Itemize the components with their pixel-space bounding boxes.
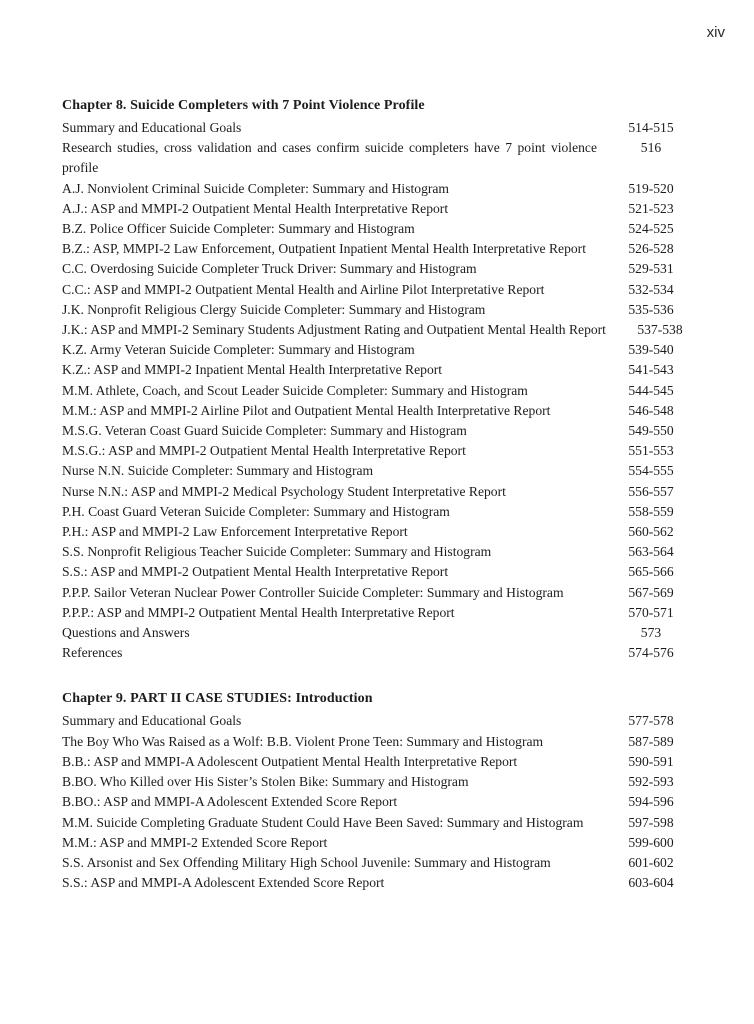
- toc-entry-row: [62, 752, 695, 772]
- toc-entry-row: [62, 853, 695, 873]
- entry-page-range: 565-566: [628, 564, 674, 580]
- entry-page-range: 535-536: [628, 301, 674, 317]
- chapter-heading: Chapter 9. PART II CASE STUDIES: Introduction: [62, 691, 373, 707]
- entry-page-range: 560-562: [628, 524, 674, 540]
- entry-page-range: 601-602: [628, 854, 674, 870]
- entry-page-range: 546-548: [628, 402, 674, 418]
- entry-page-range: 563-564: [628, 544, 674, 560]
- entry-title: S.S. Nonprofit Religious Teacher Suicide Completer: Summary and Histogram: [62, 544, 492, 560]
- toc-entry-row: [62, 239, 695, 259]
- entry-page-range: 554-555: [628, 463, 674, 479]
- entry-title: B.Z. Police Officer Suicide Completer: Summary and Histogram: [62, 221, 415, 237]
- entry-title: A.J. Nonviolent Criminal Suicide Completer: Summary and Histogram: [62, 180, 449, 196]
- entry-page-range: 592-593: [628, 774, 674, 790]
- toc-entry-row: [62, 441, 695, 461]
- toc-entry-row: [62, 482, 695, 502]
- toc-section: [62, 689, 695, 893]
- toc-entry-row: [62, 711, 695, 731]
- toc-entry-row: [62, 583, 695, 603]
- entry-page-range: 587-589: [628, 733, 674, 749]
- entry-title: K.Z.: ASP and MMPI-2 Inpatient Mental Health Interpretative Report: [62, 362, 443, 378]
- table-of-contents: [62, 96, 695, 893]
- entry-title: M.M.: ASP and MMPI-2 Airline Pilot and Outpatient Mental Health Interpretative Report: [62, 402, 551, 418]
- toc-entry-row: [62, 179, 695, 199]
- entry-page-range: 558-559: [628, 503, 674, 519]
- toc-entry-row: [62, 772, 695, 792]
- toc-rows: [62, 711, 695, 893]
- toc-entry-row: [62, 300, 695, 320]
- entry-page-range: 570-571: [628, 604, 674, 620]
- entry-title: M.S.G. Veteran Coast Guard Suicide Completer: Summary and Histogram: [62, 423, 467, 439]
- entry-title: J.K.: ASP and MMPI-2 Seminary Students Adjustment Rating and Outpatient Mental Health Report: [62, 322, 606, 338]
- entry-page-range: 577-578: [628, 713, 674, 729]
- toc-section: [62, 96, 695, 663]
- entry-page-range: 544-545: [628, 382, 674, 398]
- toc-entry-row: [62, 792, 695, 812]
- entry-page-range: 524-525: [628, 221, 674, 237]
- entry-page-range: 567-569: [628, 584, 674, 600]
- entry-title: P.P.P. Sailor Veteran Nuclear Power Controller Suicide Completer: Summary and Histogram: [62, 584, 564, 600]
- entry-page-range: 551-553: [628, 443, 674, 459]
- entry-title: M.M.: ASP and MMPI-2 Extended Score Report: [62, 834, 328, 850]
- entry-title: B.BO. Who Killed over His Sister’s Stolen Bike: Summary and Histogram: [62, 774, 469, 790]
- entry-page-range: 556-557: [628, 483, 674, 499]
- entry-page-range: 526-528: [628, 241, 674, 257]
- entry-page-range: 574-576: [628, 645, 674, 661]
- entry-title: P.P.P.: ASP and MMPI-2 Outpatient Mental Health Interpretative Report: [62, 604, 455, 620]
- entry-page-range: 603-604: [628, 875, 674, 891]
- entry-title: C.C. Overdosing Suicide Completer Truck Driver: Summary and Histogram: [62, 261, 477, 277]
- toc-entry-row: [62, 813, 695, 833]
- entry-title: References: [62, 645, 123, 661]
- toc-entry-row: [62, 623, 695, 643]
- entry-page-range: 594-596: [628, 794, 674, 810]
- entry-title: Nurse N.N.: ASP and MMPI-2 Medical Psychology Student Interpretative Report: [62, 483, 506, 499]
- toc-entry-row: [62, 603, 695, 623]
- toc-entry-row: [62, 732, 695, 752]
- entry-title: Questions and Answers: [62, 625, 190, 641]
- entry-title: Summary and Educational Goals: [62, 120, 242, 135]
- entry-page-range: 519-520: [628, 180, 674, 196]
- toc-entry-row: [62, 421, 695, 441]
- entry-title: M.M. Athlete, Coach, and Scout Leader Suicide Completer: Summary and Histogram: [62, 382, 528, 398]
- toc-entry-row: [62, 259, 695, 279]
- entry-page-range: 597-598: [628, 814, 674, 830]
- entry-page-range: 590-591: [628, 753, 674, 769]
- entry-title: B.Z.: ASP, MMPI-2 Law Enforcement, Outpatient Inpatient Mental Health Interpretative Report: [62, 241, 586, 257]
- toc-rows: [62, 118, 695, 663]
- entry-title: Research studies, cross validation and cases confirm suicide completers have 7 point violence profile: [62, 140, 597, 176]
- toc-entry-row: [62, 833, 695, 853]
- toc-entry-row: [62, 138, 695, 178]
- entry-page-range: 529-531: [628, 261, 674, 277]
- entry-page-range: 521-523: [628, 200, 674, 216]
- entry-title: B.B.: ASP and MMPI-A Adolescent Outpatient Mental Health Interpretative Report: [62, 753, 518, 769]
- page-number-folio: xiv: [706, 24, 725, 41]
- toc-entry-row: [62, 219, 695, 239]
- toc-entry-row: [62, 502, 695, 522]
- toc-entry-row: [62, 542, 695, 562]
- toc-entry-row: [62, 360, 695, 380]
- entry-page-range: 537-538: [637, 322, 683, 338]
- entry-page-range: 573: [640, 625, 662, 641]
- entry-page-range: 532-534: [628, 281, 674, 297]
- toc-entry-row: [62, 199, 695, 219]
- entry-title: J.K. Nonprofit Religious Clergy Suicide Completer: Summary and Histogram: [62, 301, 486, 317]
- entry-page-range: 539-540: [628, 342, 674, 358]
- entry-title: M.S.G.: ASP and MMPI-2 Outpatient Mental Health Interpretative Report: [62, 443, 466, 459]
- toc-entry-row: [62, 522, 695, 542]
- toc-entry-row: [62, 562, 695, 582]
- entry-title: A.J.: ASP and MMPI-2 Outpatient Mental Health Interpretative Report: [62, 200, 449, 216]
- entry-title: B.BO.: ASP and MMPI-A Adolescent Extended Score Report: [62, 794, 398, 810]
- entry-title: P.H.: ASP and MMPI-2 Law Enforcement Interpretative Report: [62, 524, 408, 540]
- entry-title: S.S. Arsonist and Sex Offending Military High School Juvenile: Summary and Histogram: [62, 854, 551, 870]
- entry-page-range: 549-550: [628, 423, 674, 439]
- entry-title: The Boy Who Was Raised as a Wolf: B.B. Violent Prone Teen: Summary and Histogram: [62, 733, 544, 749]
- entry-title: Nurse N.N. Suicide Completer: Summary and Histogram: [62, 463, 374, 479]
- entry-title: S.S.: ASP and MMPI-2 Outpatient Mental Health Interpretative Report: [62, 564, 449, 580]
- entry-title: Summary and Educational Goals: [62, 713, 242, 729]
- toc-entry-row: [62, 461, 695, 481]
- toc-entry-row: [62, 340, 695, 360]
- entry-page-range: 541-543: [628, 362, 674, 378]
- entry-page-range: 599-600: [628, 834, 674, 850]
- toc-entry-row: [62, 118, 695, 138]
- toc-entry-row: [62, 320, 695, 340]
- toc-entry-row: [62, 401, 695, 421]
- toc-entry-row: [62, 643, 695, 663]
- toc-entry-row: [62, 381, 695, 401]
- entry-title: K.Z. Army Veteran Suicide Completer: Summary and Histogram: [62, 342, 415, 358]
- entry-title: P.H. Coast Guard Veteran Suicide Completer: Summary and Histogram: [62, 503, 450, 519]
- toc-entry-row: [62, 873, 695, 893]
- entry-title: S.S.: ASP and MMPI-A Adolescent Extended Score Report: [62, 875, 385, 891]
- entry-title: M.M. Suicide Completing Graduate Student Could Have Been Saved: Summary and Histogram: [62, 814, 584, 830]
- entry-page-range: 516: [640, 140, 662, 156]
- entry-title: C.C.: ASP and MMPI-2 Outpatient Mental Health and Airline Pilot Interpretative Report: [62, 281, 545, 297]
- chapter-heading: Chapter 8. Suicide Completers with 7 Point Violence Profile: [62, 98, 425, 113]
- entry-page-range: 514-515: [628, 120, 674, 135]
- toc-entry-row: [62, 280, 695, 300]
